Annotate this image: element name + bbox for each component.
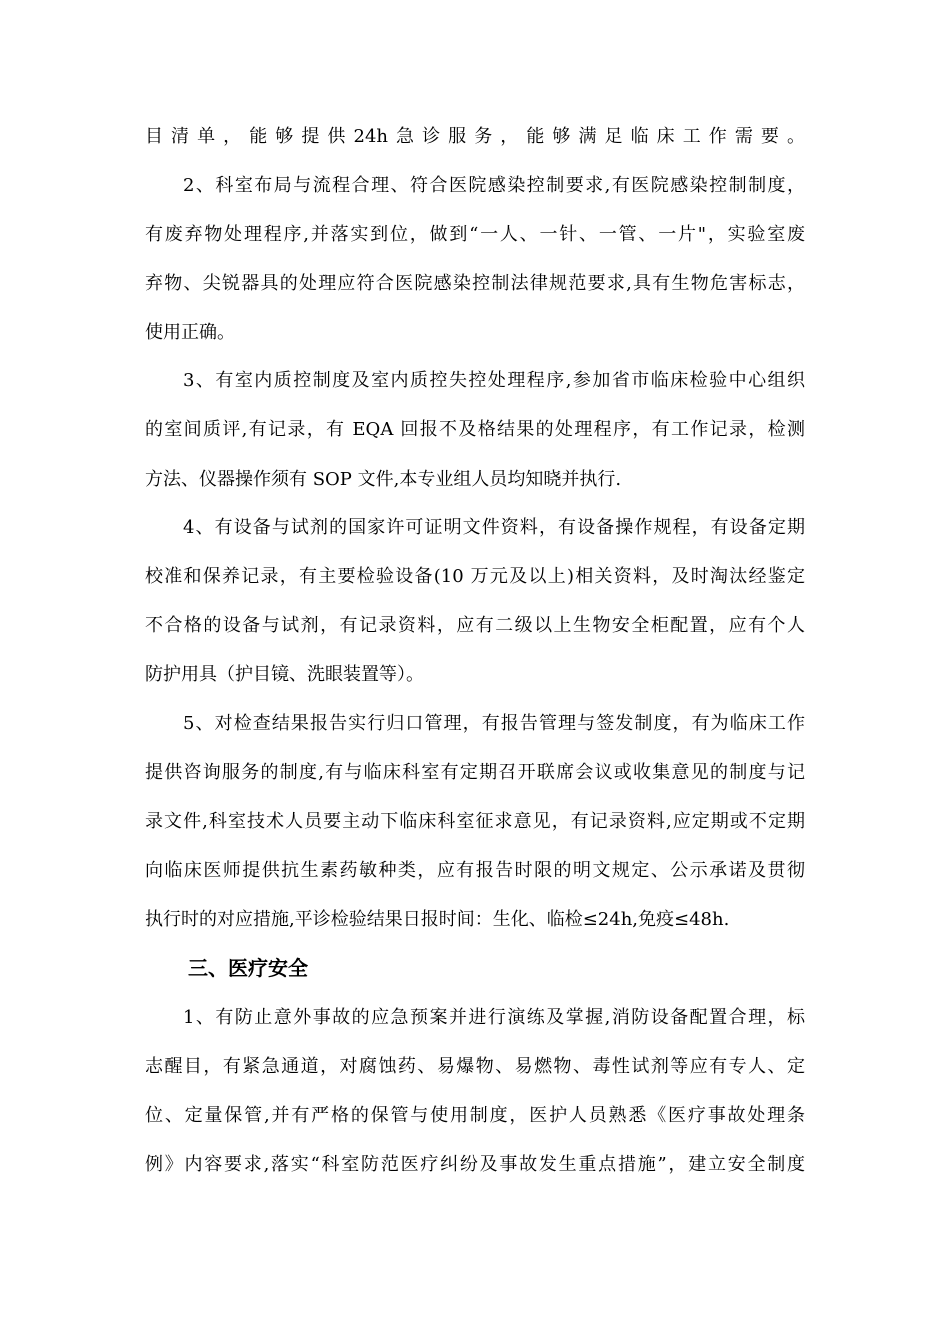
paragraph-2-line: 2、科室布局与流程合理、符合医院感染控制要求,有医院感染控制制度， [183, 175, 805, 196]
text-line: 提供咨询服务的制度,有与临床科室有定期召开联席会议或收集意见的制度与记 [145, 762, 805, 783]
paragraph-1-line: 1、有防止意外事故的应急预案并进行演练及掌握,消防设备配置合理，标 [183, 1007, 805, 1028]
text-line: 防护用具（护目镜、洗眼装置等）。 [145, 664, 424, 685]
text-line: 执行时的对应措施,平诊检验结果日报时间：生化、临检≤24h,免疫≤48h. [145, 909, 730, 930]
text-line: 例》内容要求,落实“科室防范医疗纠纷及事故发生重点措施”，建立安全制度 [145, 1154, 805, 1175]
text-line: 向临床医师提供抗生素药敏种类，应有报告时限的明文规定、公示承诺及贯彻 [145, 860, 805, 881]
text-line: 使用正确。 [145, 322, 235, 343]
section-heading: 三、医疗安全 [188, 956, 308, 980]
text-line: 弃物、尖锐器具的处理应符合医院感染控制法律规范要求,具有生物危害标志， [145, 273, 805, 294]
paragraph-5-line: 5、对检查结果报告实行归口管理，有报告管理与签发制度，有为临床工作 [183, 713, 805, 734]
text-line: 不合格的设备与试剂，有记录资料，应有二级以上生物安全柜配置，应有个人 [145, 615, 805, 636]
paragraph-4-line: 4、有设备与试剂的国家许可证明文件资料，有设备操作规程，有设备定期 [183, 517, 805, 538]
text-line: 志醒目，有紧急通道，对腐蚀药、易爆物、易燃物、毒性试剂等应有专人、定 [145, 1056, 805, 1077]
paragraph-3-line: 3、有室内质控制度及室内质控失控处理程序,参加省市临床检验中心组织 [183, 370, 805, 391]
text-line: 有废弃物处理程序,并落实到位，做到“一人、一针、一管、一片"，实验室废 [145, 224, 805, 245]
text-line: 方法、仪器操作须有 SOP 文件,本专业组人员均知晓并执行. [145, 469, 622, 490]
text-line: 校准和保养记录，有主要检验设备(10 万元及以上)相关资料，及时淘汰经鉴定 [145, 566, 805, 587]
text-line: 位、定量保管,并有严格的保管与使用制度，医护人员熟悉《医疗事故处理条 [145, 1105, 805, 1126]
text-line: 录文件,科室技术人员要主动下临床科室征求意见，有记录资料,应定期或不定期 [145, 811, 805, 832]
text-line: 目清单，能够提供24h急诊服务，能够满足临床工作需要。 [145, 126, 805, 147]
text-line: 的室间质评,有记录，有 EQA 回报不及格结果的处理程序，有工作记录，检测 [145, 419, 805, 440]
